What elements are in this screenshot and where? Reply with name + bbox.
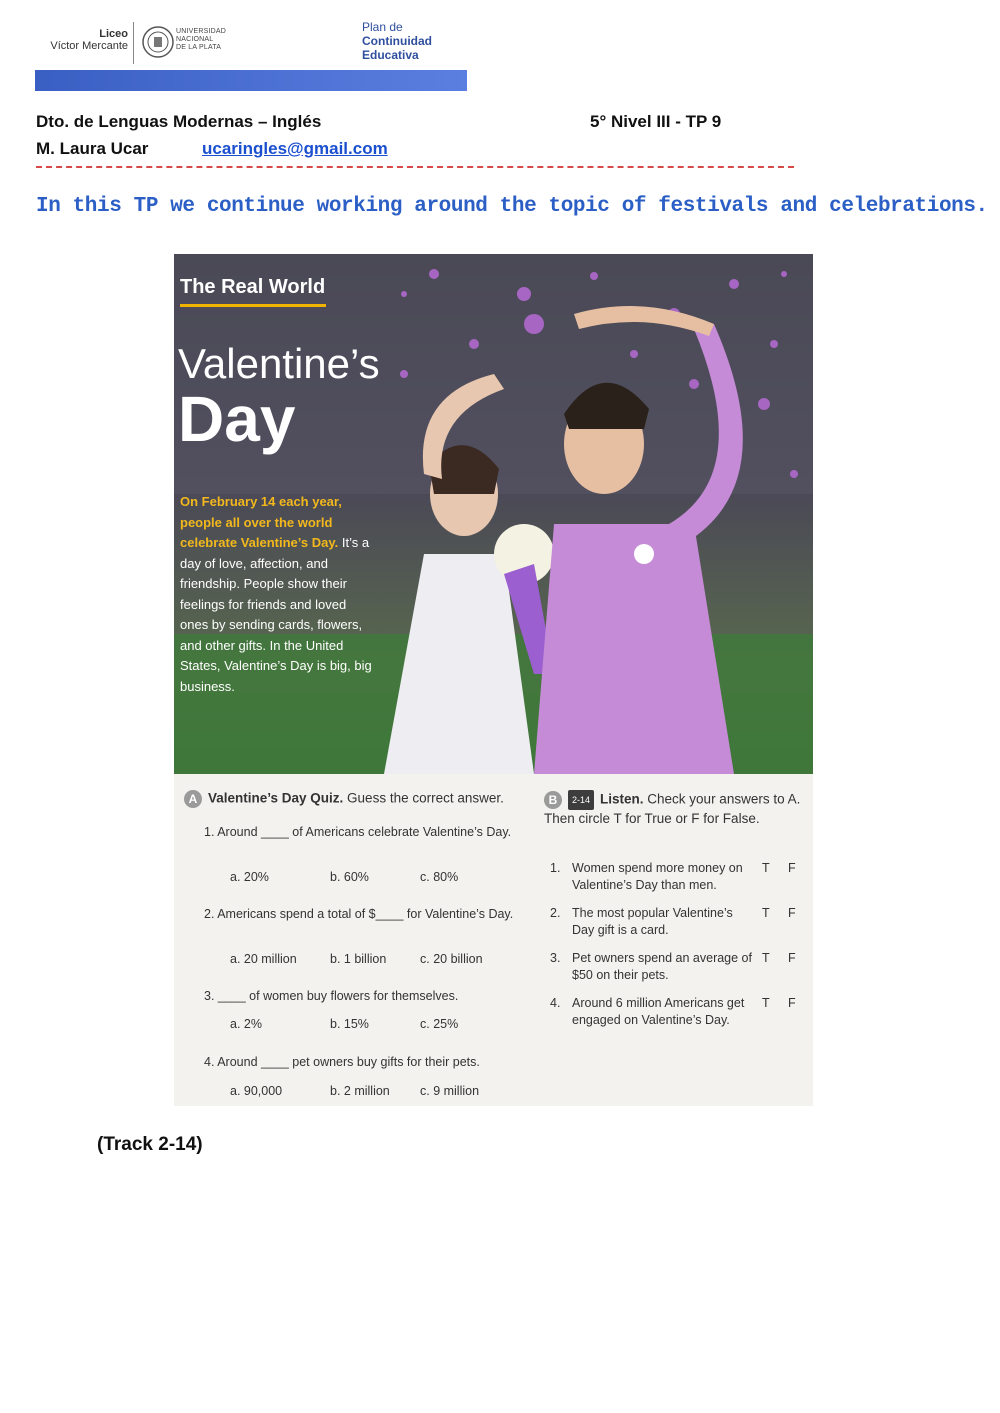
quiz-question: 2. Americans spend a total of $____ for Valentine’s Day. <box>204 907 514 921</box>
listen-b-instructions: Check your answers to A. Then circle T for True or F for False. <box>544 791 801 826</box>
option-c: c. 20 billion <box>420 952 483 966</box>
true-option[interactable]: T <box>762 951 770 965</box>
track-reference: (Track 2-14) <box>97 1134 203 1155</box>
logo-divider <box>133 22 134 64</box>
option-a: a. 90,000 <box>230 1084 283 1098</box>
listen-b-title: Listen. <box>600 791 644 807</box>
option-b: b. 2 million <box>330 1084 390 1098</box>
blurb-highlight: On February 14 each year, people all over the world celebrate Valentine’s Day. <box>180 494 342 550</box>
option-b: b. 15% <box>330 1017 369 1031</box>
option-a: a. 20% <box>230 870 269 884</box>
book-title-line1: Valentine’s <box>178 340 380 387</box>
option-a: a. 2% <box>230 1017 262 1031</box>
option-c: c. 80% <box>420 870 459 884</box>
level-label: 5° Nivel III - TP 9 <box>590 112 722 131</box>
section-a-badge: A <box>184 790 202 808</box>
kicker-underline <box>180 304 326 307</box>
liceo-name: Liceo <box>99 28 128 40</box>
header-bar <box>35 70 467 91</box>
true-option[interactable]: T <box>762 906 770 920</box>
false-option[interactable]: F <box>788 861 796 875</box>
option-c: c. 25% <box>420 1017 459 1031</box>
blurb-text: It’s a day of love, affection, and friendship. People show their feelings for friends and loved ones by sending cards, flowers, and other gifts. In the United States, Valentine’s Day is big, big business. <box>180 535 372 694</box>
plan-logo: Plan de Continuidad Educativa <box>362 20 432 62</box>
university-name: UNIVERSIDAD NACIONAL DE LA PLATA <box>176 28 227 51</box>
false-option[interactable]: F <box>788 906 796 920</box>
true-option[interactable]: T <box>762 861 770 875</box>
quiz-a-instructions: Guess the correct answer. <box>343 790 504 806</box>
quiz-question: 1. Around ____ of Americans celebrate Valentine’s Day. <box>204 825 512 839</box>
option-b: b. 60% <box>330 870 369 884</box>
couple-photo <box>174 254 813 774</box>
option-c: c. 9 million <box>420 1084 480 1098</box>
listen-b-header <box>544 790 809 828</box>
kicker-title: The Real World <box>180 276 326 298</box>
false-option[interactable]: F <box>788 951 796 965</box>
department: Dto. de Lenguas Modernas – Inglés <box>36 112 322 131</box>
quiz-a-title: Valentine’s Day Quiz. <box>208 790 344 806</box>
dashed-divider <box>36 166 794 168</box>
option-b: b. 1 billion <box>330 952 387 966</box>
option-a: a. 20 million <box>230 952 297 966</box>
track-badge: 2-14 <box>568 790 594 810</box>
intro-text: In this TP we continue working around the topic of festivals and celebrations. <box>36 195 988 218</box>
book-title-line2: Day <box>178 383 296 455</box>
quiz-question: 3. ____ of women buy flowers for themselves. <box>204 989 459 1003</box>
liceo-logo <box>40 28 128 52</box>
email-link[interactable]: ucaringles@gmail.com <box>202 139 388 158</box>
university-seal-icon <box>142 24 174 60</box>
false-option[interactable]: F <box>788 996 796 1010</box>
intro-blurb <box>180 492 376 697</box>
textbook-page: The Real World Valentine’s Day On February 14 each year, people all over the world celebrate Valentine’s Day. It’s a day of love, affection, and friendship. People show their feelings for friends and loved ones by sending cards, flowers, and other gifts. In the United States, Valentine’s Day is big, big business. A Valentine’s Day Quiz. Guess the correct answer. 1. Around ____ of Americans celebrate Valentine’s Day. a. 20% b. 60% c. 80% 2. Americans spend a total of $____ for Valentine’s Day. a. 20 million b. 1 billion c. 20 billion 3. ____ of women buy flowers for themselves. a. 2% b. 15% c. 25% 4. Around ____ pet owners buy gifts for their pets. a. 90,000 b. 2 million c. 9 million B 2-14 Listen. Check your answers to A. Then circle T for True or F for False. 1. Women spend more money on Valentine’s Day than men. T F 2. The most popular Valentine’s Day gift is a card. T F 3. Pet owners spend an average of $50 on their pets. T F 4. Around 6 million Americans get engaged on Valentine’s Day. T F <box>174 254 813 1106</box>
teacher-name: M. Laura Ucar <box>36 139 149 158</box>
quiz-question: 4. Around ____ pet owners buy gifts for their pets. <box>204 1055 480 1069</box>
true-option[interactable]: T <box>762 996 770 1010</box>
quiz-a-header <box>184 790 534 808</box>
section-b-badge: B <box>544 791 562 809</box>
liceo-subname: Víctor Mercante <box>50 40 128 52</box>
